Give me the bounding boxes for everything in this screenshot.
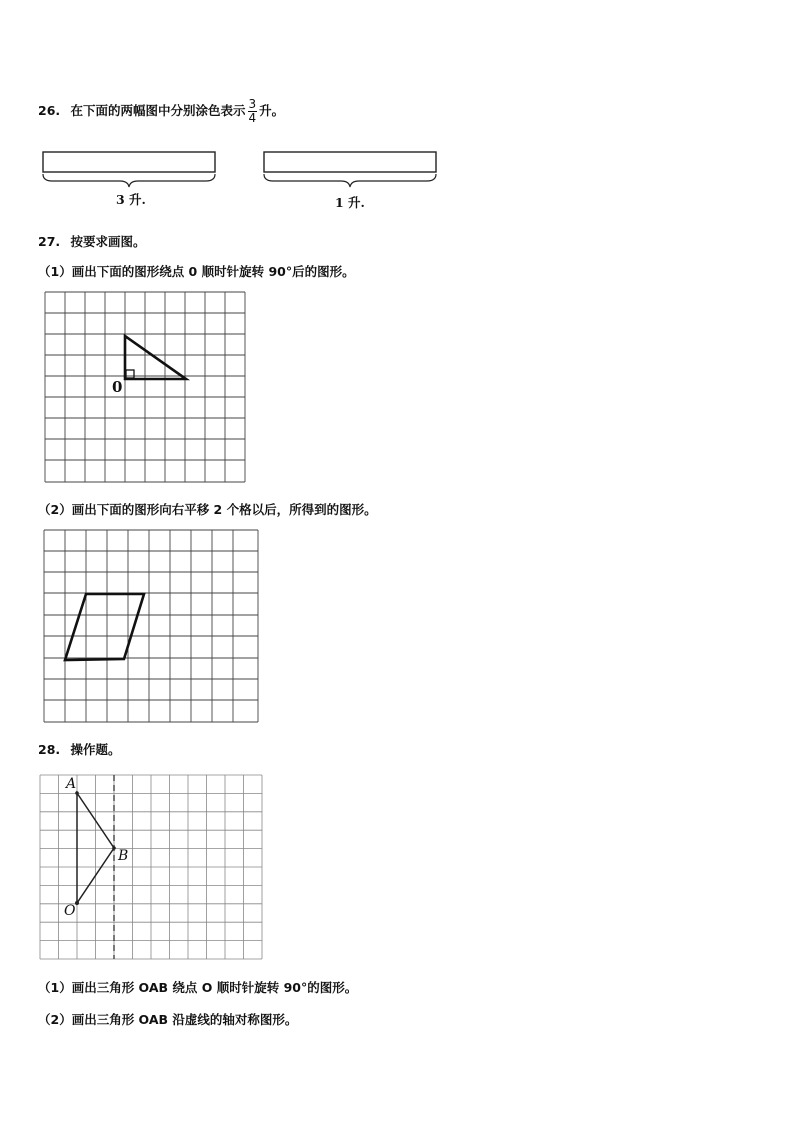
question-26-number: 26. [38,103,61,118]
question-28-title: 操作题。 [70,742,121,757]
question-27-part-2: （2）画出下面的图形向右平移 2 个格以后，所得到的图形。 [38,502,377,517]
bar-1-liter [262,150,442,190]
question-28-part-2: （2）画出三角形 OAB 沿虚线的轴对称图形。 [38,1012,298,1027]
question-28 [38,740,121,758]
question-27-number: 27. [38,234,61,249]
parallelogram [65,594,144,660]
point-o [75,901,79,905]
point-b [112,846,116,850]
fraction-3-4 [248,98,258,125]
point-o-label: 0 [112,378,123,396]
question-27-title: 按要求画图。 [70,234,146,249]
fraction-denominator: 4 [248,111,257,125]
question-27 [38,232,146,250]
label-o: O [64,903,76,919]
question-26-text-end: 升。 [259,103,285,118]
fraction-numerator: 3 [248,97,257,111]
bar-3-liters [40,150,220,190]
grid-translation [44,530,262,724]
bar-3-liters-label: 3 升. [116,192,146,207]
grid-symmetry [40,775,266,961]
label-a: A [66,776,77,792]
bar-1-liter-label: 1 升. [335,195,365,210]
question-26-text: 在下面的两幅图中分别涂色表示 [70,103,246,118]
question-26 [38,98,284,125]
question-28-part-1: （1）画出三角形 OAB 绕点 O 顺时针旋转 90°的图形。 [38,980,358,995]
question-28-number: 28. [38,742,61,757]
right-angle-mark [126,370,134,378]
grid-rotation [45,292,249,484]
question-27-part-1: （1）画出下面的图形绕点 0 顺时针旋转 90°后的图形。 [38,264,355,279]
label-b: B [118,848,129,864]
